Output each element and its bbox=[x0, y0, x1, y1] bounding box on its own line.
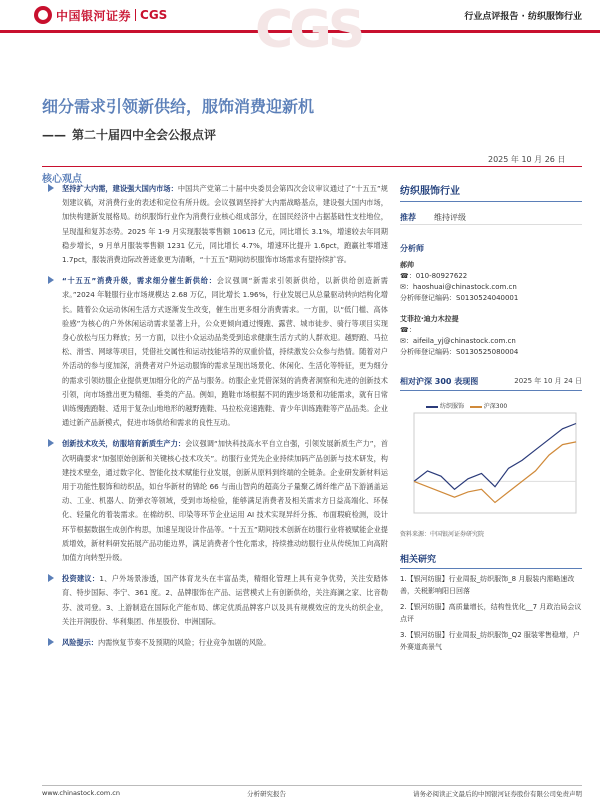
core-paragraph bbox=[62, 636, 388, 650]
analyst-card bbox=[400, 260, 582, 304]
bullet-icon bbox=[48, 638, 54, 646]
paragraph-lead: 风险提示： bbox=[62, 638, 98, 648]
bullet-icon bbox=[48, 574, 54, 582]
paragraph-text: 会议强调“新需求引领新供给，以新供给创造新需求。”2024 年鞋服行业市场规模达 2.68 万亿，同比增长 1.96%，行业发展已从总量驱动转向结构化增长。随着公众运动休闲生活方式逐渐发生改变，催生出更多细分消费需求。一方面，以“低门槛、高体验感”为核心的户外休闲运动需求显著上升，公众更倾向通过慢跑、露营、城市徒步、骑行等项目实现身心放松与压力释放；另一方面，以往小众运动品类受到追求健康生活方式的人群欢迎。越野跑、马拉松、滑雪、网球等项目，凭借社交属性和运动技能培养的双重价值，持续激发公众参与热情。随着对户外活动的参与度加深，消费者对户外运动服饰的需求呈现出场景化、休闲化、生活化等特征，更为细分的需求引领纺服企业提供更加细分化的产品与服务。纺服企业凭借深刻的消费者洞察和先进的创新技术引领，向市场推出更为精细、垂类的产品。例如，跑鞋市场根据不同的跑步场景和功能需求，就有日常训练慢跑跑鞋、适用于复杂山地地形的越野跑鞋、马拉松竞速跑鞋、青少年训练跑鞋等产品品类。企业通过新产品新模式，促进市场供给和需求的良性互动。 bbox=[62, 276, 388, 428]
cgs-watermark: CGS bbox=[255, 0, 362, 60]
analyst-email[interactable]: ✉：aifeila_yj@chinastock.com.cn bbox=[400, 337, 516, 345]
series-line-hs300 bbox=[414, 442, 576, 503]
footer-site[interactable]: www.chinastock.com.cn bbox=[42, 789, 120, 797]
legend-swatch-b bbox=[470, 406, 482, 408]
subtitle-text: 第二十届四中全会公报点评 bbox=[72, 128, 217, 142]
rating-value: 维持评级 bbox=[434, 212, 466, 222]
report-title: 细分需求引领新供给，服饰消费迎新机 bbox=[42, 97, 315, 116]
bullet-icon bbox=[48, 184, 54, 192]
logo-text: 中国银河证券 bbox=[56, 8, 132, 23]
analyst-cert: 分析师登记编码：S0130524040001 bbox=[400, 294, 519, 302]
analyst-name: 郝帅 bbox=[400, 261, 414, 269]
chart-heading-row bbox=[400, 376, 582, 391]
analyst-email[interactable]: ✉：haoshuai@chinastock.com.cn bbox=[400, 283, 517, 291]
series-line-textile bbox=[414, 424, 576, 490]
core-paragraph bbox=[62, 437, 388, 565]
paragraph-text: 内需恢复节奏不及预期的风险；行业竞争加剧的风险。 bbox=[97, 638, 271, 648]
sidebar bbox=[400, 182, 582, 653]
subtitle-dash: —— bbox=[42, 128, 66, 142]
chart-svg bbox=[400, 397, 582, 527]
legend-swatch-a bbox=[426, 406, 438, 408]
legend-label-b: 沪深300 bbox=[483, 403, 508, 410]
performance-chart bbox=[400, 397, 582, 527]
core-paragraph bbox=[62, 572, 388, 629]
paragraph-lead: 创新技术攻关，纺服培育新质生产力： bbox=[62, 439, 186, 449]
chart-legend bbox=[426, 401, 507, 410]
analyst-heading: 分析师 bbox=[400, 244, 424, 253]
related-item[interactable]: 3.【银河纺服】行业周报_纺织服饰_Q2 服装零售稳增，户外赛道高景气 bbox=[400, 631, 580, 651]
report-date: 2025 年 10 月 26 日 bbox=[488, 155, 566, 164]
chart-frame bbox=[414, 413, 576, 513]
related-heading: 相关研究 bbox=[400, 552, 582, 569]
report-subtitle bbox=[42, 126, 216, 143]
paragraph-text: 中国共产党第二十届中央委员会第四次会议审议通过了“十五五”规划建议稿，对消费行业的表述和定位有所升级。会议强调坚持扩大内需战略基点，建设强大国内市场，加快构建新发展格局。纺织服饰行业作为消费行业核心组成部分，在国民经济中占据基础性支柱地位，呈现温和复苏态势。2025 年 1-9 月实现服装零售额 10613 亿元，同比增长 3.1%，增速较去年同期稳步增长，9 月单月服装零售额 1231 亿元，同比增长 4.7%，增速环比提升 1.6pct，跑赢社零增速 1.7pct，服装消费边际改善迹象更为清晰，“十五五”期间纺织服饰市场需求有望持续扩容。 bbox=[62, 184, 388, 265]
logo-mark-icon bbox=[34, 6, 52, 24]
bullet-icon bbox=[48, 276, 54, 284]
logo-cgs: CGS bbox=[140, 8, 168, 22]
chart-source: 资料来源：中国银河证券研究院 bbox=[400, 531, 485, 538]
paragraph-text: 1、户外场景渗透，国产体育龙头在丰富品类，精细化管理上具有竞争优势，关注安踏体育、特步国际、李宁、361 度。2、品牌服饰在产品、运营模式上有创新供给，关注海澜之家、比音勒芬、波司登。3、上游制造在国际化产能布局、绑定优质品牌客户以及具有规模效应的龙头纺织企业，关注开润股份、华利集团、伟星股份、申洲国际。 bbox=[62, 574, 388, 626]
legend-label-a: 纺织服饰 bbox=[440, 403, 465, 410]
rating-row bbox=[400, 210, 582, 225]
bullet-icon bbox=[48, 439, 54, 447]
core-paragraph bbox=[62, 274, 388, 430]
paragraph-text: 会议强调“加快科技高水平自立自强，引领发展新质生产力”，首次明确要求“加强原始创新和关键核心技术攻关”。纺服行业凭先企业持续加码产品创新与技术研发，构建技术壁垒，通过数字化、智能化技术赋能行业发展，创新从原料到终端的全链条。企业研发新材料运用于功能性服饰和纺织品，如台华新材的锦纶 66 与南山智尚的超高分子量聚乙烯纤维产品下游涵盖运动、工业、机器人、防弹衣等领域，受到市场检验，能够满足消费者及相关需求方日益高端化、环保化、轻量化的着装需求。在棉纺织、印染等环节企业运用 AI 技术实现异纤分拣、布面瑕疵检测，设计环节根据数据生成创作构思，加速呈现设计作品等。“十五五”期间技术创新在纺服行业将被赋能企业提质增效，新材料研发拓展产品功能边界，满足消费者个性化需求，持续推动纺服行业从传统加工向高附加值方向转型升级。 bbox=[62, 439, 388, 563]
page-footer bbox=[42, 785, 582, 798]
core-views-heading: 核心观点 bbox=[42, 174, 82, 185]
core-paragraph bbox=[62, 182, 388, 267]
analyst-card bbox=[400, 314, 582, 358]
footer-disclaimer: 请务必阅读正文最后的中国银河证券股份有限公司免责声明 bbox=[412, 790, 582, 798]
industry-title: 纺织服饰行业 bbox=[400, 182, 582, 202]
logo-separator bbox=[135, 9, 136, 21]
paragraph-lead: 坚持扩大内需，建设强大国内市场： bbox=[62, 184, 178, 193]
paragraph-lead: “十五五”消费升级，需求细分催生新供给： bbox=[62, 276, 217, 286]
core-views-body bbox=[62, 182, 388, 657]
company-logo bbox=[34, 6, 167, 24]
related-item[interactable]: 1.【银河纺服】行业周报_纺织服饰_8 月服装内需略速改善，关税影响阳日回落 bbox=[400, 575, 575, 595]
paragraph-lead: 投资建议： bbox=[62, 574, 100, 584]
analyst-name: 艾菲拉·迪力木拉提 bbox=[400, 315, 459, 323]
analyst-tel: ☎：010-80927622 bbox=[400, 272, 468, 280]
chart-date: 2025 年 10 月 24 日 bbox=[514, 377, 582, 385]
analyst-cert: 分析师登记编码：S0130525080004 bbox=[400, 348, 519, 356]
footer-center: 分析研究报告 bbox=[246, 790, 286, 798]
rating-key: 推荐 bbox=[400, 212, 416, 222]
analyst-tel: ☎： bbox=[400, 326, 416, 334]
related-item[interactable]: 2.【银河纺服】高质量增长，结构性优化__7 月政治局会议点评 bbox=[400, 603, 582, 623]
report-type: 行业点评报告 · 纺织服饰行业 bbox=[464, 12, 582, 22]
title-rule bbox=[42, 166, 582, 167]
chart-title: 相对沪深 300 表现图 bbox=[400, 377, 479, 386]
